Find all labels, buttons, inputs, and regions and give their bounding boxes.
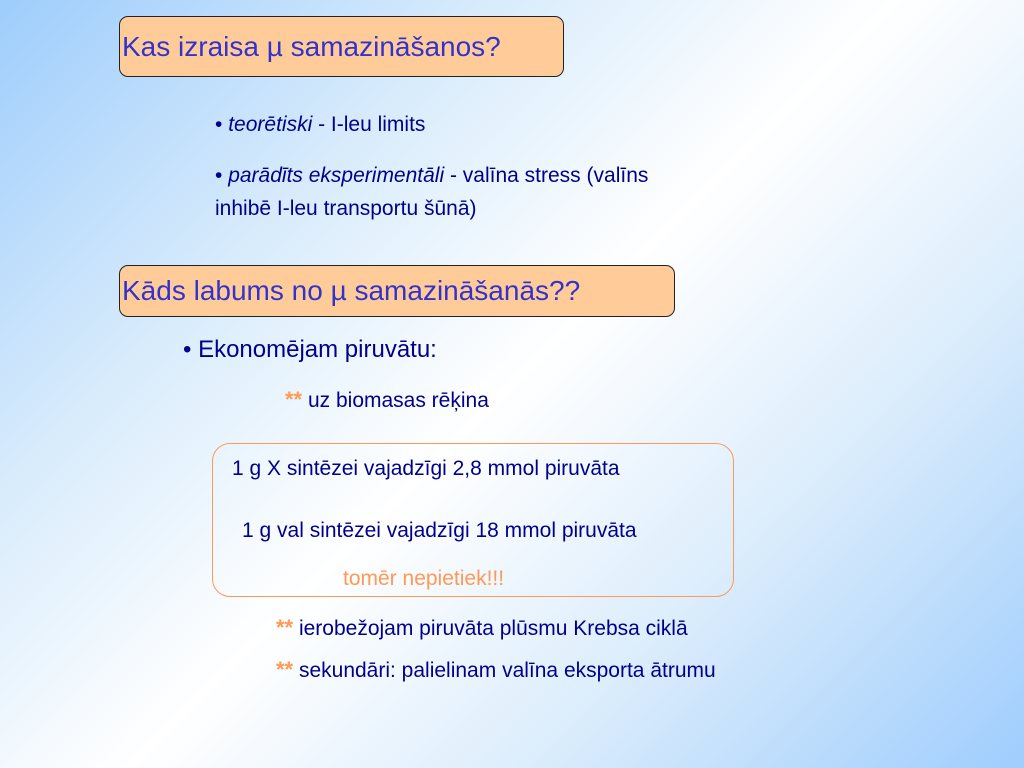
sub-point-biomass bbox=[285, 387, 489, 413]
double-asterisk: ** bbox=[285, 387, 303, 412]
calc-line-val: 1 g val sintēzei vajadzīgi 18 mmol piruvāta bbox=[242, 519, 637, 542]
bullet-emphasis: teorētiski bbox=[228, 113, 313, 136]
sub-point-krebs bbox=[276, 615, 688, 641]
sub-point-text: sekundāri: palielinam valīna eksporta ātrumu bbox=[293, 659, 716, 682]
bullet-emphasis: parādīts eksperimentāli bbox=[228, 164, 445, 187]
sub-point-export bbox=[276, 657, 716, 683]
bullet-experimental-continued: inhibē I-leu transportu šūnā) bbox=[215, 197, 477, 220]
slide-title-2-text: Kāds labums no µ samazināšanās?? bbox=[122, 275, 581, 306]
double-asterisk: ** bbox=[276, 657, 294, 682]
calc-line-x: 1 g X sintēzei vajadzīgi 2,8 mmol piruvāta bbox=[232, 457, 620, 480]
slide-title-1-text: Kas izraisa µ samazināšanos? bbox=[122, 30, 501, 62]
bullet-economize-pyruvate: • Ekonomējam piruvātu: bbox=[183, 336, 437, 363]
bullet-text: - valīna stress (valīns bbox=[444, 164, 649, 187]
calc-note: tomēr nepietiek!!! bbox=[343, 567, 505, 590]
bullet-theoretical bbox=[215, 112, 425, 137]
sub-point-text: ierobežojam piruvāta plūsmu Krebsa ciklā bbox=[293, 617, 688, 640]
bullet-marker: • bbox=[215, 113, 223, 136]
bullet-marker: • bbox=[215, 164, 223, 187]
bullet-text: - I-leu limits bbox=[312, 113, 426, 136]
double-asterisk: ** bbox=[276, 615, 294, 640]
slide-title-1 bbox=[119, 16, 564, 77]
slide-title-2 bbox=[119, 265, 675, 317]
sub-point-text: uz biomasas rēķina bbox=[302, 389, 489, 412]
bullet-experimental bbox=[215, 163, 648, 188]
